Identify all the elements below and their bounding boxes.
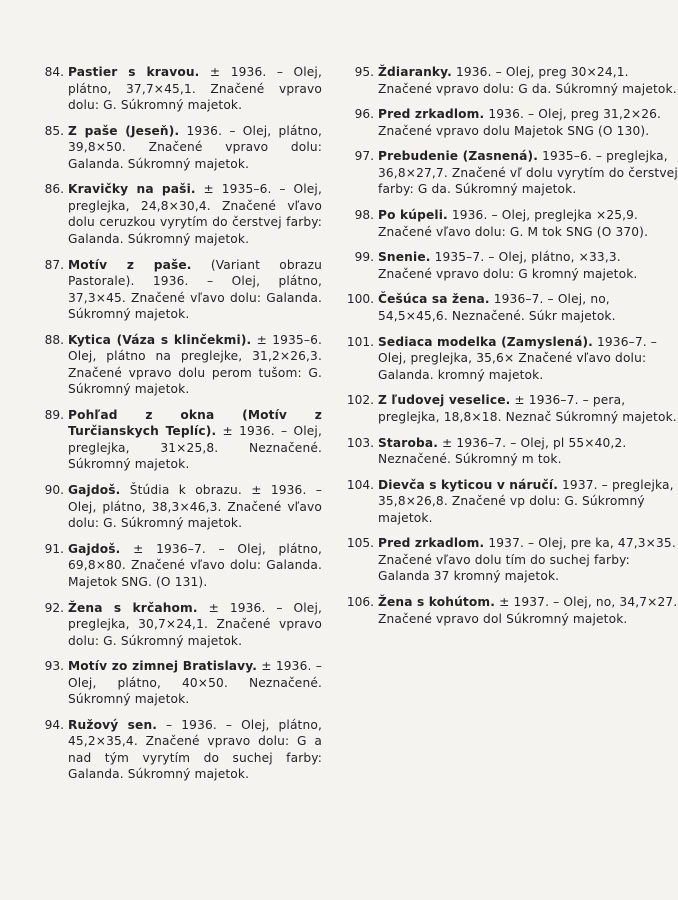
entry-number: 106. bbox=[346, 595, 374, 610]
entry-title: Motív zo zimnej Bratislavy. bbox=[68, 659, 258, 674]
entry-body bbox=[378, 291, 678, 324]
entry-body bbox=[378, 477, 678, 527]
catalog-entry bbox=[346, 207, 649, 240]
entry-title: Češúca sa žena. bbox=[378, 292, 490, 307]
entry-body bbox=[68, 541, 322, 591]
entry-title: Pred zrkadlom. bbox=[378, 107, 485, 122]
catalog-entry bbox=[346, 334, 658, 384]
entry-number: 101. bbox=[346, 334, 374, 349]
entry-title: Z paše (Jeseň). bbox=[68, 123, 180, 138]
catalog-entry bbox=[346, 64, 677, 97]
entry-title: Sediaca modelka (Zamyslená). bbox=[378, 334, 593, 349]
catalog-entry bbox=[346, 477, 674, 527]
entry-body bbox=[68, 64, 322, 114]
entry-text: 1936–7. – Olej, no, 54,5×45,6. Neznačené. Súkr majetok. bbox=[378, 292, 616, 323]
entry-number: 96. bbox=[354, 107, 374, 122]
entry-body bbox=[378, 392, 678, 425]
catalog-entry bbox=[34, 541, 322, 591]
catalog-entry bbox=[346, 148, 678, 198]
entry-number: 89. bbox=[44, 407, 64, 422]
entry-text: ± 1936. – Olej, preglejka, 30,7×24,1. Značené vpravo dolu: G. Súkromný majetok. bbox=[68, 600, 323, 648]
catalog-entry bbox=[34, 600, 322, 650]
entry-text: ± 1937. – Olej, no, 34,7×27. Značené vpravo dol Súkromný majetok. bbox=[378, 595, 678, 626]
entry-title: Z ľudovej veselice. bbox=[378, 393, 511, 408]
entry-text: 1936–7. – Olej, preglejka, 35,6× Značené vľavo dolu: Galanda. kromný majetok. bbox=[378, 334, 658, 382]
entry-title: Po kúpeli. bbox=[378, 208, 448, 223]
entry-body bbox=[378, 64, 678, 97]
entry-body bbox=[68, 257, 322, 323]
entry-title: Žena s kohútom. bbox=[378, 595, 496, 610]
entry-number: 91. bbox=[44, 541, 64, 556]
entry-body bbox=[68, 181, 322, 247]
catalog-entry bbox=[34, 482, 322, 532]
catalog-entry bbox=[34, 658, 322, 708]
catalog-entry bbox=[34, 332, 322, 398]
entry-text: ± 1935–6. Olej, plátno na preglejke, 31,2×26,3. Značené vpravo dolu perom tušom: G. Súkromný majetok. bbox=[68, 332, 322, 397]
entry-text: 1935–7. – Olej, plátno, ×33,3. Značené vpravo dolu: G kromný majetok. bbox=[378, 250, 638, 281]
entry-text: Štúdia k obrazu. ± 1936. – Olej, plátno, 38,3×46,3. Značené vľavo dolu: G. Súkromný majetok. bbox=[68, 483, 322, 531]
entry-title: Gajdoš. bbox=[68, 541, 121, 556]
entry-text: 1937. – preglejka, 35,8×26,8. Značené vp dolu: G. Súkromný majetok. bbox=[378, 477, 674, 525]
entry-text: 1936. – Olej, preg 31,2×26. Značené vpravo dolu Majetok SNG (O 130). bbox=[378, 107, 662, 138]
entry-number: 92. bbox=[44, 600, 64, 615]
catalog-entry bbox=[346, 392, 677, 425]
entry-number: 87. bbox=[44, 257, 64, 272]
entry-body bbox=[68, 600, 322, 650]
entry-body bbox=[68, 123, 322, 173]
entry-body bbox=[378, 334, 678, 384]
catalog-entry bbox=[34, 257, 322, 323]
entry-title: Pred zrkadlom. bbox=[378, 536, 485, 551]
entry-body bbox=[68, 717, 322, 783]
entry-text: (Variant obrazu Pastorale). 1936. – Olej, plátno, 37,3×45. Značené vľavo dolu: Galanda. Súkromný majetok. bbox=[68, 257, 323, 322]
entry-number: 99. bbox=[354, 250, 374, 265]
entry-body bbox=[68, 407, 322, 473]
entry-number: 88. bbox=[44, 332, 64, 347]
entry-text: 1937. – Olej, pre ka, 47,3×35. Značené vľavo dolu tím do suchej farby: Galanda 37 kromný majetok. bbox=[378, 536, 676, 584]
entry-text: 1936. – Olej, preg 30×24,1. Značené vpravo dolu: G da. Súkromný majetok. bbox=[378, 65, 677, 96]
catalog-entry bbox=[346, 106, 662, 139]
entry-title: Pastier s kravou. bbox=[68, 65, 200, 79]
catalog-entry bbox=[346, 594, 678, 627]
entry-text: ± 1936. – Olej, plátno, 37,7×45,1. Značené vpravo dolu: G. Súkromný majetok. bbox=[68, 65, 322, 112]
entry-text: 1936. – Olej, preglejka ×25,9. Značené vľavo dolu: G. M tok SNG (O 370). bbox=[378, 208, 649, 239]
catalog-entry bbox=[34, 181, 322, 247]
entry-body bbox=[378, 594, 678, 627]
entry-number: 97. bbox=[354, 149, 374, 164]
entry-number: 105. bbox=[346, 536, 374, 551]
entry-text: ± 1935–6. – Olej, preglejka, 24,8×30,4. Značené vľavo dolu ceruzkou vyrytím do čerstvej farby: Galanda. Súkromný majetok. bbox=[68, 182, 322, 246]
entry-body bbox=[68, 332, 322, 398]
catalog-entry bbox=[346, 435, 627, 468]
entry-number: 86. bbox=[44, 182, 64, 197]
entry-title: Ždiaranky. bbox=[378, 65, 452, 79]
entry-number: 85. bbox=[44, 123, 64, 138]
entry-number: 93. bbox=[44, 659, 64, 674]
entry-text: ± 1936. – Olej, plátno, 40×50. Neznačené. Súkromný majetok. bbox=[68, 659, 322, 707]
entry-title: Dievča s kyticou v náručí. bbox=[378, 477, 558, 492]
entry-number: 90. bbox=[44, 483, 64, 498]
entry-title: Žena s krčahom. bbox=[68, 600, 198, 615]
entry-number: 95. bbox=[354, 65, 374, 79]
entry-body bbox=[68, 482, 322, 532]
entry-number: 84. bbox=[44, 65, 64, 79]
entry-number: 102. bbox=[346, 393, 374, 408]
entry-text: ± 1936–7. – Olej, plátno, 69,8×80. Značené vľavo dolu: Galanda. Majetok SNG. (O 131). bbox=[68, 541, 322, 589]
left-column bbox=[34, 64, 322, 792]
entry-text: 1936. – Olej, plátno, 39,8×50. Značené vpravo dolu: Galanda. Súkromný majetok. bbox=[68, 123, 323, 171]
entry-title: Ružový sen. bbox=[68, 717, 158, 732]
entry-text: ± 1936–7. – pera, preglejka, 18,8×18. Neznač Súkromný majetok. bbox=[378, 393, 677, 424]
entry-number: 94. bbox=[44, 717, 64, 732]
entry-text: – 1936. – Olej, plátno, 45,2×35,4. Značené vpravo dolu: G a nad tým vyrytím do suchej farby: Galanda. Súkromný majetok. bbox=[68, 717, 322, 782]
catalog-entry bbox=[34, 407, 322, 473]
entry-title: Kytica (Váza s klinčekmi). bbox=[68, 332, 252, 347]
catalog-entry bbox=[34, 123, 322, 173]
entry-body bbox=[378, 106, 678, 139]
entry-body bbox=[378, 249, 678, 282]
entry-text: ± 1936. – Olej, preglejka, 31×25,8. Neznačené. Súkromný majetok. bbox=[68, 424, 322, 472]
entry-title: Staroba. bbox=[378, 435, 438, 450]
entry-body bbox=[68, 658, 322, 708]
entry-body bbox=[378, 207, 678, 240]
catalog-entry bbox=[346, 249, 638, 282]
entry-number: 103. bbox=[346, 435, 374, 450]
entry-number: 100. bbox=[346, 292, 374, 307]
entry-body bbox=[378, 435, 678, 468]
catalog-entry bbox=[346, 535, 676, 585]
entry-number: 104. bbox=[346, 477, 374, 492]
entry-body bbox=[378, 535, 678, 585]
catalog-entry bbox=[34, 64, 322, 114]
entry-title: Snenie. bbox=[378, 250, 431, 265]
entry-title: Gajdoš. bbox=[68, 483, 121, 498]
entry-title: Motív z paše. bbox=[68, 257, 192, 272]
catalog-entry bbox=[34, 717, 322, 783]
entry-title: Prebudenie (Zasnená). bbox=[378, 149, 539, 164]
entry-body bbox=[378, 148, 678, 198]
catalog-entry bbox=[346, 291, 616, 324]
entry-number: 98. bbox=[354, 208, 374, 223]
entry-title: Pohľad z okna (Motív z Turčianskych Teplíc). bbox=[68, 407, 322, 439]
entry-title: Kravičky na paši. bbox=[68, 182, 196, 197]
right-column bbox=[346, 64, 678, 636]
entry-text: 1935–6. – preglejka, 36,8×27,7. Značené vľ dolu vyrytím do čerstvej farby: G da. Súkromný majetok. bbox=[378, 149, 678, 197]
entry-text: ± 1936–7. – Olej, pl 55×40,2. Neznačené. Súkromný m tok. bbox=[378, 435, 627, 466]
